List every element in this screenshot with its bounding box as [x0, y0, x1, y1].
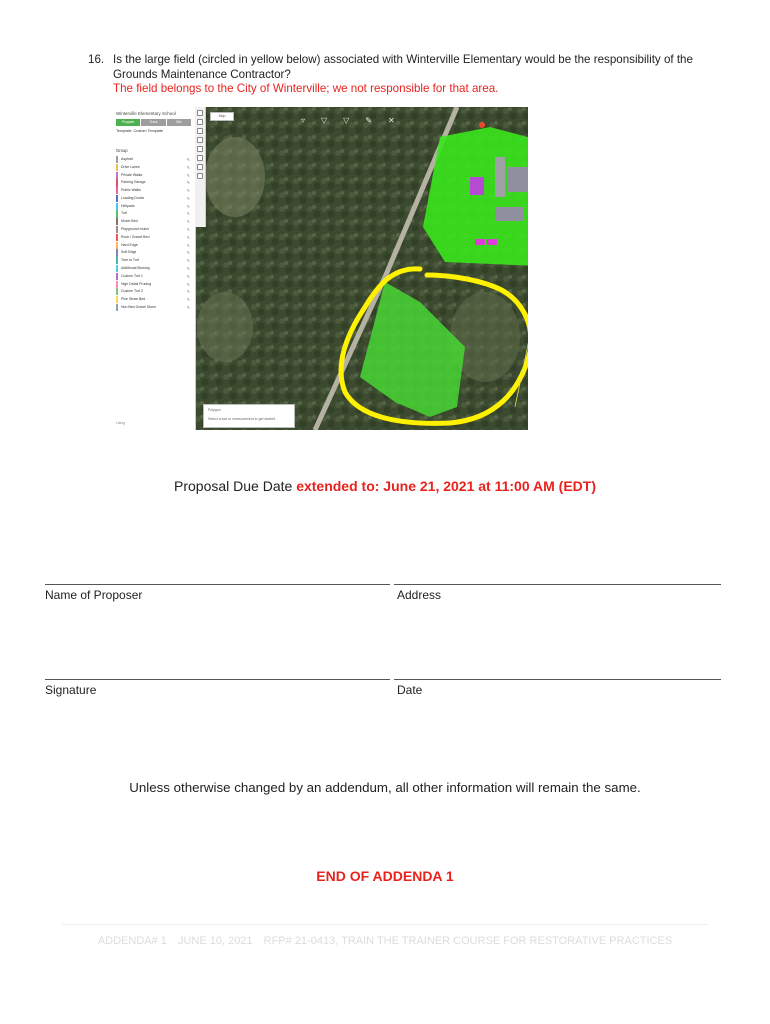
layer-label: Non Bed Gravel Stone [121, 304, 157, 309]
layer-label: Rock / Gravel Bed [121, 234, 150, 239]
layer-label: Drive Lanes [121, 164, 140, 169]
layer-item[interactable] [116, 281, 192, 288]
pencil-icon[interactable]: ✎ [365, 116, 389, 125]
signature-line [45, 679, 390, 680]
edit-layer-icon[interactable]: ✎ [186, 188, 190, 194]
address-signature-line [394, 584, 721, 585]
edit-layer-icon[interactable]: ✎ [186, 219, 190, 225]
layer-label: Tree to Turf [121, 258, 139, 263]
addendum-note: Unless otherwise changed by an addendum, all other information will remain the same. [129, 780, 641, 795]
marker-tool-icon[interactable] [197, 146, 203, 152]
layer-label: Custom Turf 2 [121, 289, 143, 294]
date-line [394, 679, 721, 680]
layer-label: Soft Edge [121, 250, 137, 255]
filter-outline-icon[interactable]: ▽ [321, 116, 344, 125]
question-number: 16. [88, 53, 105, 66]
layer-label: Parking Garage [121, 180, 146, 185]
measurement-box[interactable] [203, 404, 295, 428]
panel-footer: Using [116, 421, 126, 425]
polygon-tool-icon[interactable] [197, 119, 203, 125]
layer-item[interactable] [116, 273, 192, 280]
edit-layer-icon[interactable]: ✎ [186, 203, 190, 209]
edit-layer-icon[interactable]: ✎ [186, 157, 190, 162]
tab-site[interactable]: Site [167, 119, 191, 126]
layer-item[interactable] [116, 218, 192, 225]
due-prefix: Proposal Due Date [174, 478, 293, 494]
question-16 [88, 53, 728, 97]
layer-item[interactable] [116, 226, 192, 233]
aerial-map-image [195, 107, 528, 430]
edit-layer-icon[interactable]: ✎ [186, 211, 190, 217]
layer-item[interactable] [116, 265, 192, 272]
measurement-hint: Select a tool or measurement to get started [208, 417, 276, 421]
layer-label: Hard Edge [121, 242, 138, 247]
edit-layer-icon[interactable]: ✎ [186, 242, 190, 248]
proposal-due-date [0, 478, 770, 494]
edit-layer-icon[interactable]: ✎ [186, 172, 190, 178]
layer-label: Mulch Bed [121, 219, 138, 224]
map-top-tools [301, 116, 411, 125]
layer-item[interactable] [116, 164, 192, 171]
page-footer [0, 935, 770, 947]
signature-label: Signature [45, 683, 97, 697]
name-of-proposer-label: Name of Proposer [45, 588, 143, 602]
question-answer: The field belongs to the City of Winterville; we not responsible for that area. [113, 82, 499, 95]
tab-track[interactable]: Track [141, 119, 165, 126]
map-toggle-button[interactable]: Map [210, 112, 234, 121]
end-of-addenda: END OF ADDENDA 1 [316, 868, 454, 884]
close-icon[interactable]: ✕ [388, 116, 411, 125]
layer-label: High Detail Pruning [121, 281, 152, 286]
layer-label: Helipads [121, 203, 135, 208]
footer-rule [62, 924, 708, 925]
panel-tabs [116, 119, 192, 126]
question-text: Is the large field (circled in yellow below) associated with Winterville Elementary would be the responsibility of the Grounds Maintenance Contractor? [113, 53, 693, 81]
layer-item[interactable] [116, 195, 192, 202]
date-label: Date [397, 683, 423, 697]
layer-item[interactable] [116, 210, 192, 217]
layer-label: Pine Straw Bed [121, 297, 146, 302]
layer-label: Private Walks [121, 172, 143, 177]
edit-layer-icon[interactable]: ✎ [186, 195, 190, 201]
edit-layer-icon[interactable]: ✎ [186, 234, 190, 240]
edit-layer-icon[interactable]: ✎ [186, 180, 190, 186]
group-label: Group [116, 148, 128, 153]
line-tool-icon[interactable] [197, 128, 203, 134]
layer-item[interactable] [116, 296, 192, 303]
edit-layer-icon[interactable]: ✎ [186, 281, 190, 287]
layer-label: Public Walks [121, 188, 141, 193]
edit-layer-icon[interactable]: ✎ [186, 289, 190, 295]
layer-label: Turf [121, 211, 128, 216]
layer-item[interactable] [116, 172, 192, 179]
layer-list [116, 156, 192, 312]
layer-label: Playground mulch [121, 227, 150, 232]
funnel-icon[interactable]: ▽ [343, 116, 366, 125]
map-screenshot [113, 107, 528, 430]
map-toolbar [195, 107, 206, 227]
edit-layer-icon[interactable]: ✎ [186, 304, 190, 310]
edit-layer-icon[interactable]: ✎ [186, 273, 190, 279]
edit-layer-icon[interactable]: ✎ [186, 250, 190, 256]
footer-date: JUNE 10, 2021 [177, 935, 253, 947]
layer-item[interactable] [116, 203, 192, 210]
layer-item[interactable] [116, 187, 192, 194]
measurement-title: Polygon [208, 408, 221, 412]
footer-rfp: RFP# 21-0413, TRAIN THE TRAINER COURSE FOR RESTORATIVE PRACTICES [263, 935, 673, 947]
tab-program[interactable]: Program [116, 119, 140, 126]
layer-item[interactable] [116, 242, 192, 249]
layer-item[interactable] [116, 179, 192, 186]
pointer-tool-icon[interactable] [197, 110, 203, 116]
layer-item[interactable] [116, 257, 192, 264]
due-extended: extended to: June 21, 2021 at 11:00 AM (EDT) [296, 478, 596, 494]
edit-layer-icon[interactable]: ✎ [186, 227, 190, 233]
layer-item[interactable] [116, 288, 192, 295]
address-label: Address [397, 588, 442, 602]
layer-panel [113, 107, 196, 430]
footer-addenda: ADDENDA# 1 [97, 935, 167, 947]
layer-label: Custom Turf 1 [121, 273, 143, 278]
edit-layer-icon[interactable]: ✎ [186, 164, 190, 170]
layer-item[interactable] [116, 249, 192, 256]
edit-layer-icon[interactable]: ✎ [186, 297, 190, 303]
layer-label: Loading Docks [121, 195, 145, 200]
panel-title: Winterville Elementary School [116, 111, 176, 116]
ruler-tool-icon[interactable] [197, 155, 203, 161]
layer-item[interactable] [116, 234, 192, 241]
circle-tool-icon[interactable] [197, 137, 203, 143]
layer-label: Additional Blowing [121, 265, 150, 270]
filter-icon[interactable]: ▿ [301, 116, 322, 125]
edit-layer-icon[interactable]: ✎ [186, 265, 190, 271]
layer-label: Asphalt [121, 157, 133, 161]
layer-item[interactable] [116, 156, 192, 163]
edit-layer-icon[interactable]: ✎ [186, 258, 190, 264]
delete-tool-icon[interactable] [197, 173, 203, 179]
name-signature-line [45, 584, 390, 585]
template-label: Template: Custom Template [116, 129, 163, 133]
edit-tool-icon[interactable] [197, 164, 203, 170]
layer-item[interactable] [116, 304, 192, 311]
